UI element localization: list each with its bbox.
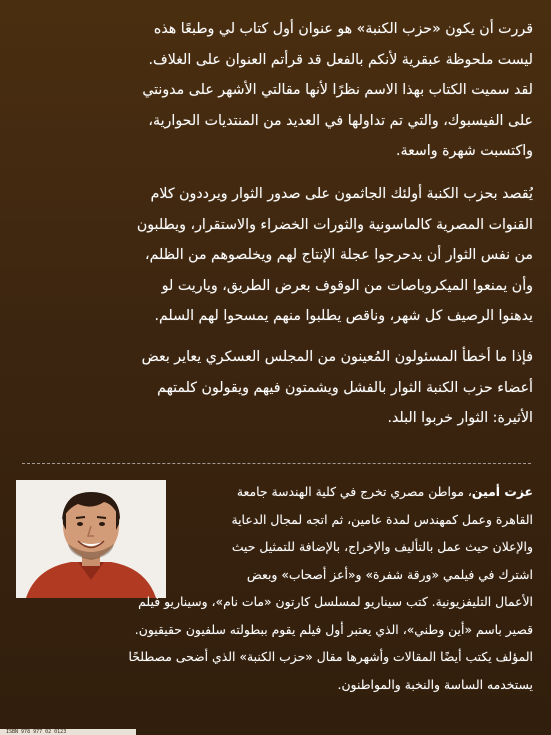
isbn-strip: ISBN 978 977 02 0123 [0,729,136,735]
bio-line: والإعلان حيث عمل بالتأليف والإخراج، بالإضافة للتمثيل حيث [231,539,533,554]
bio-line: قصير باسم «أين وطني»، الذي يعتبر أول فيلم يقوم ببطولته سلفيون حقيقيون. [134,621,533,637]
paragraph-conclusion [18,342,533,434]
paragraph-intro [18,14,533,167]
bio-line: الأعمال التليفزيونية. كتب سيناريو لمسلسل كارتون «مات نام»، وسيناريو فيلم [138,594,533,609]
author-name: عزت أمين [471,484,533,499]
author-bio [18,478,533,698]
text-line: على الفيسبوك، والتي تم تداولها في العديد من المنتديات الحوارية، [148,112,533,129]
text-line: فإذا ما أخطأ المسئولون المُعينون من المجلس العسكري يعاير بعض [141,349,533,365]
text-line: لقد سميت الكتاب بهذا الاسم نظرًا لأنها مقالتي الأشهر على مدونتي [142,82,533,98]
text-line: من نفس الثوار أن يدحرجوا عجلة الإنتاج لهم ويخلصوهم من الظلم، [145,247,533,263]
bio-line: اشترك في فيلمي «ورقة شفرة» و«أعز أصحاب» وبعض [246,566,533,582]
bio-line: يستخدمه الساسة والنخبة والمواطنون. [337,676,533,692]
text-line: ليست ملحوظة عبقرية لأنكم بالفعل قد قرأتم العنوان على الغلاف. [148,51,533,68]
text-line: واكتسبت شهرة واسعة. [395,143,533,159]
bio-line: القاهرة وعمل كمهندس لمدة عامين، ثم اتجه لمجال الدعاية [231,511,533,527]
text-line: يدهنوا الرصيف كل شهر، وناقص يطلبوا منهم يمسحوا لهم السلم. [154,308,533,324]
bio-line: المؤلف يكتب أيضًا المقالات وأشهرها مقال «حزب الكنبة» الذي أضحى مصطلحًا [128,649,533,664]
section-divider [22,463,531,464]
text-line: يُقصد بحزب الكنبة أولئك الجاثمون على صدور الثوار ويرددون كلام [150,186,533,202]
text-line: وأن يمنعوا الميكروباصات من الوقوف بعرض الطريق، وياريت لو [161,277,533,294]
text-line: قررت أن يكون «حزب الكنبة» هو عنوان أول كتاب لي وطبعًا هذه [153,21,533,37]
text-line: القنوات المصرية كالماسونية والثورات الخضراء والاستقرار، ويطلبون [136,216,533,233]
paragraph-definition [18,179,533,332]
text-line: أعضاء حزب الكنبة الثوار بالفشل ويشمتون فيهم ويقولون كلمتهم [157,379,533,396]
bio-line-first: عزت أمين، مواطن مصري تخرج في كلية الهندسة جامعة [236,484,533,499]
text-line: الأثيرة: الثوار خربوا البلد. [387,410,533,426]
